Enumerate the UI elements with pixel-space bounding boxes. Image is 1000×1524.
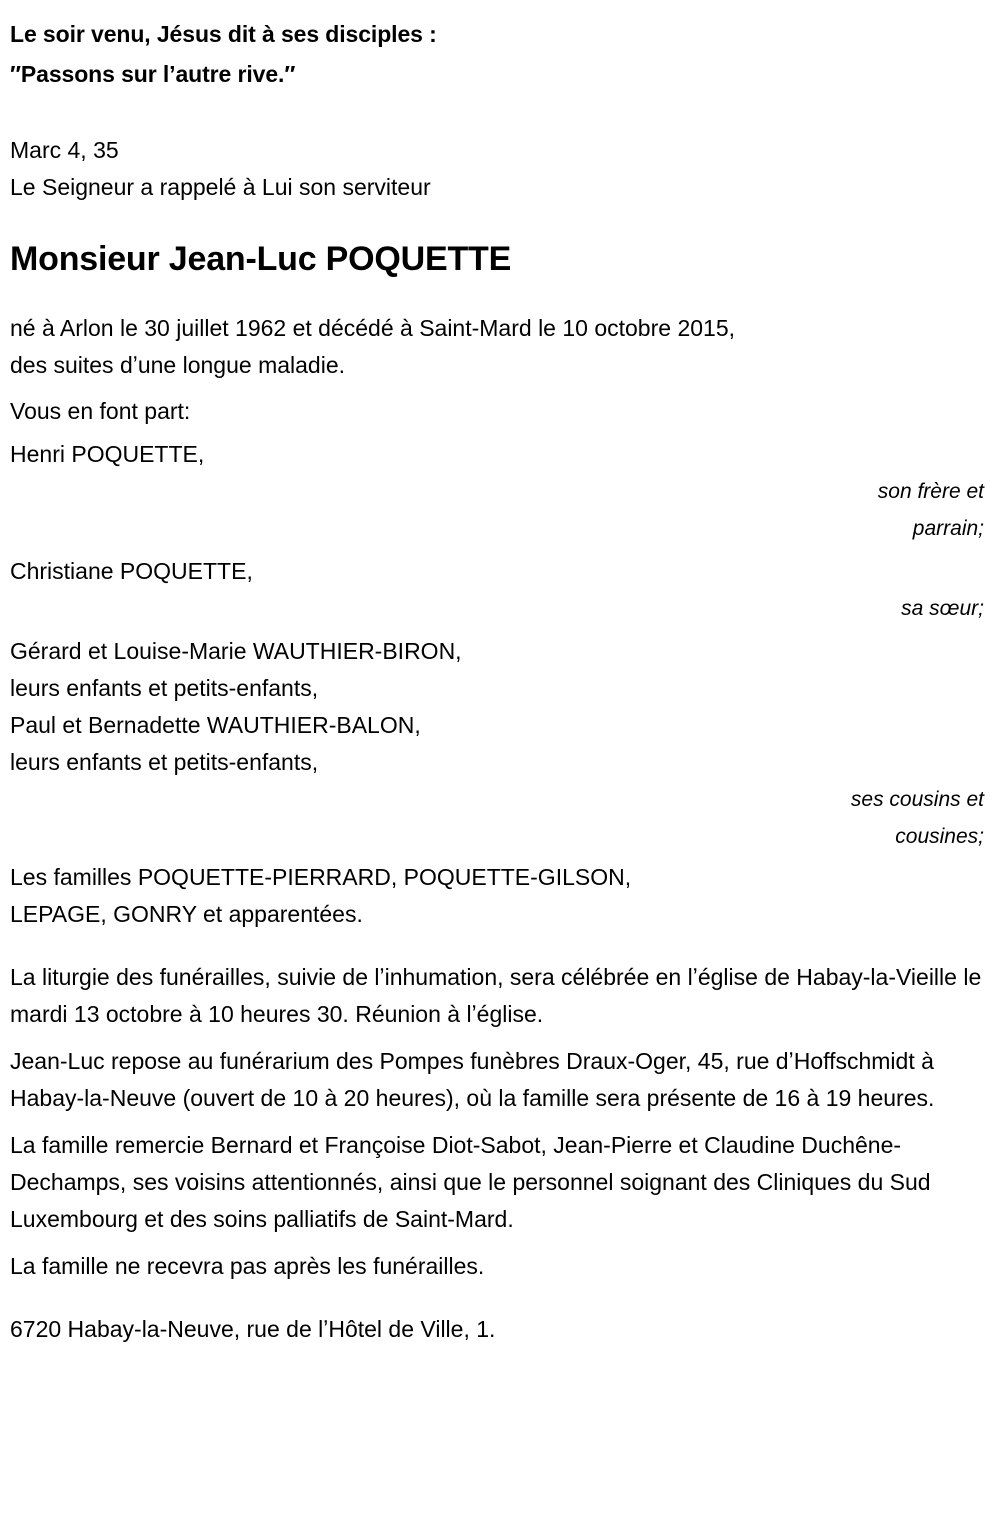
- spacer: [10, 94, 992, 132]
- birth-death-line-1: né à Arlon le 30 juillet 1962 et décédé à Saint-Mard le 10 octobre 2015,: [10, 315, 735, 341]
- mourner-entry: [10, 553, 992, 627]
- mourner-relation: [10, 781, 992, 855]
- deceased-details: [10, 310, 992, 384]
- mourner-names: [10, 553, 992, 590]
- mourner-entry: [10, 436, 992, 547]
- relation-line: cousines;: [895, 825, 984, 848]
- relation-line: parrain;: [912, 517, 984, 540]
- families-line-2: LEPAGE, GONRY et apparentées.: [10, 901, 363, 927]
- relation-line: sa sœur;: [901, 597, 984, 620]
- scripture-reference: Marc 4, 35: [10, 137, 119, 163]
- mourner-name: leurs enfants et petits-enfants,: [10, 675, 319, 701]
- relation-line: ses cousins et: [850, 788, 984, 811]
- spacer: [10, 933, 992, 959]
- mourner-relation: [10, 590, 992, 627]
- family-address: 6720 Habay-la-Neuve, rue de lʼHôtel de Ville, 1.: [10, 1316, 496, 1342]
- families-line-1: Les familles POQUETTE-PIERRARD, POQUETTE-GILSON,: [10, 864, 632, 890]
- scripture-line-1: Le soir venu, Jésus dit à ses disciples :: [10, 21, 437, 47]
- families-block: [10, 859, 992, 933]
- mourner-name: Henri POQUETTE,: [10, 441, 205, 467]
- mourner-relation: [10, 473, 992, 547]
- mourner-name: Christiane POQUETTE,: [10, 558, 253, 584]
- scripture-block: [10, 0, 992, 94]
- spacer: [10, 1285, 992, 1311]
- relation-line: son frère et: [877, 480, 984, 503]
- scripture-lead-in: Le Seigneur a rappelé à Lui son serviteur: [10, 174, 431, 200]
- mourner-names: [10, 436, 992, 473]
- announcement-intro: Vous en font part:: [10, 398, 191, 424]
- mourner-names: [10, 633, 992, 781]
- mourner-name: Paul et Bernadette WAUTHIER-BALON,: [10, 712, 421, 738]
- thanks-paragraph: La famille remercie Bernard et Françoise Diot-Sabot, Jean-Pierre et Claudine Duchêne-Dechamps, ses voisins attentionnés, ainsi que le personnel soignant des Cliniques du Sud Luxembourg et des soins palliatifs de Saint-Mard.: [10, 1132, 931, 1232]
- liturgy-paragraph: La liturgie des funérailles, suivie de lʼinhumation, sera célébrée en lʼéglise de Habay-la-Vieille le mardi 13 octobre à 10 heures 30. Réunion à lʼéglise.: [10, 964, 982, 1027]
- no-reception-paragraph: La famille ne recevra pas après les funérailles.: [10, 1253, 485, 1279]
- funerarium-paragraph: Jean-Luc repose au funérarium des Pompes funèbres Draux-Oger, 45, rue dʼHoffschmidt à Habay-la-Neuve (ouvert de 10 à 20 heures), où la famille sera présente de 16 à 19 heures.: [10, 1048, 935, 1111]
- mourner-name: Gérard et Louise-Marie WAUTHIER-BIRON,: [10, 638, 462, 664]
- scripture-quote-line: ″Passons sur lʼautre rive.″: [10, 61, 296, 87]
- deceased-name: Monsieur Jean-Luc POQUETTE: [10, 240, 512, 278]
- mourner-entry: [10, 633, 992, 855]
- mourner-name: leurs enfants et petits-enfants,: [10, 749, 319, 775]
- birth-death-line-2: des suites dʼune longue maladie.: [10, 352, 346, 378]
